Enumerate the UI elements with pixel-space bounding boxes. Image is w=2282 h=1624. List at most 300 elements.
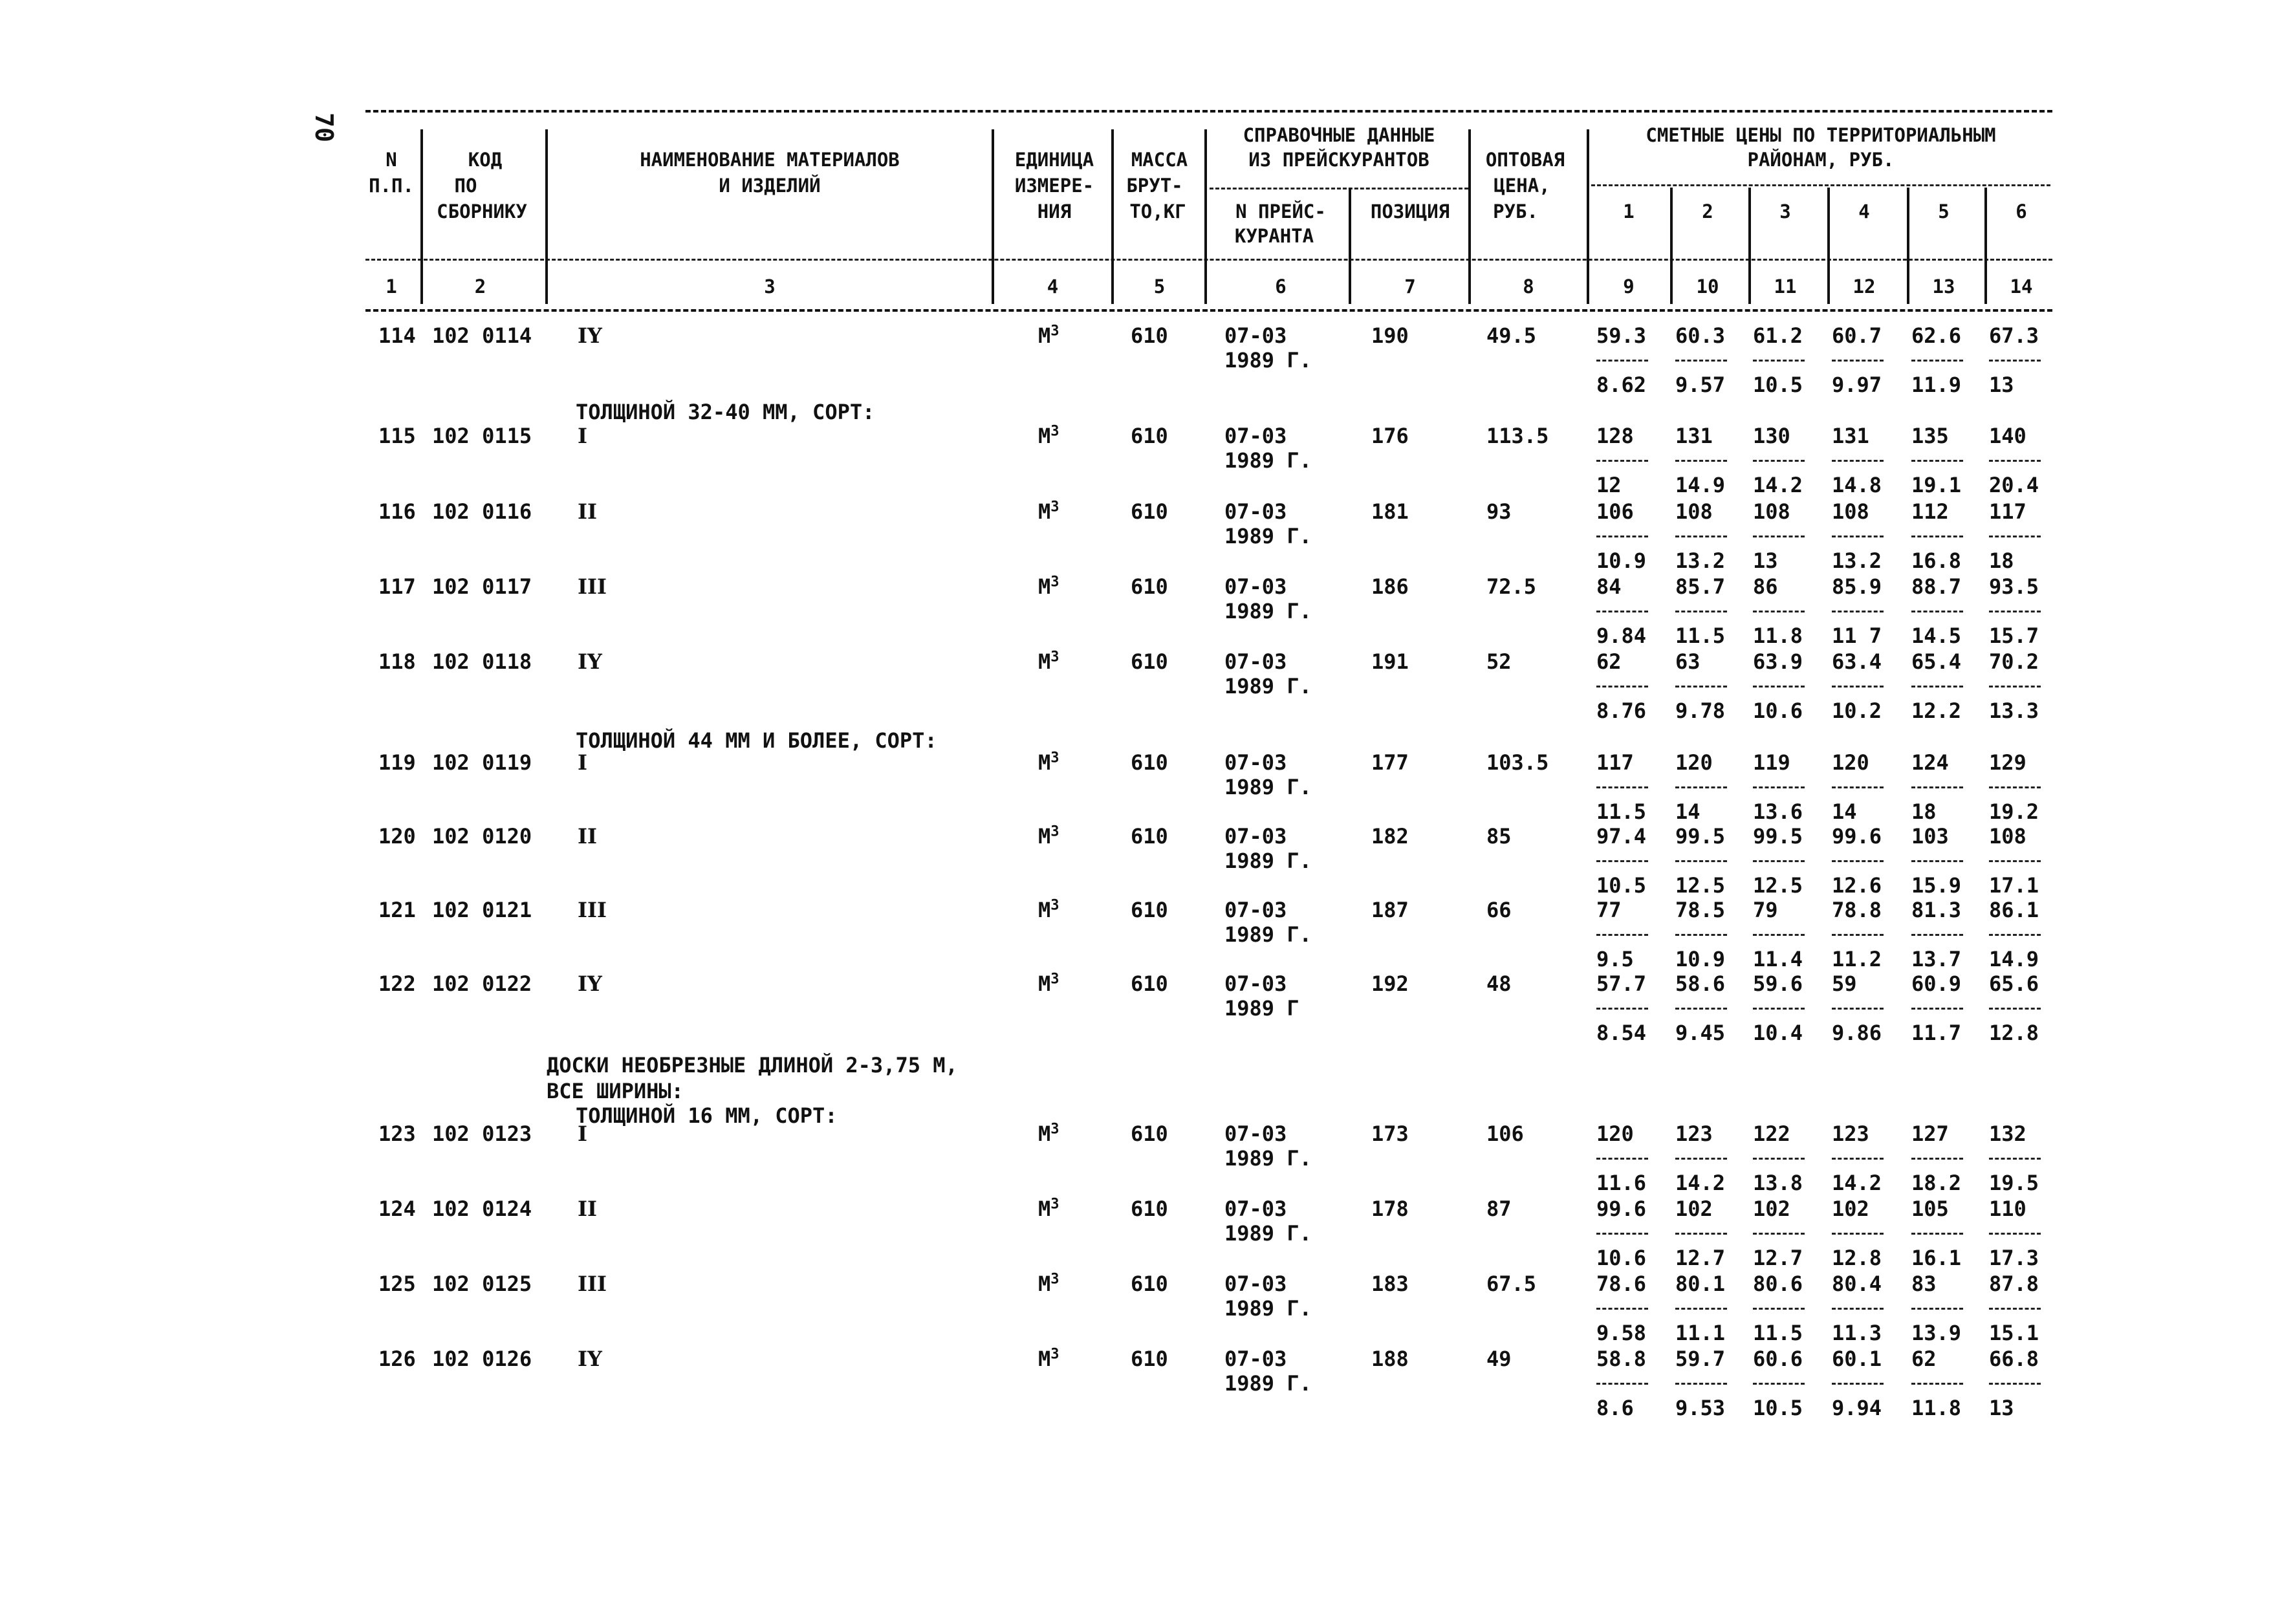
estimate-price-region-6: 67.3 <box>1989 323 2039 348</box>
estimate-transport-region-2: 9.45 <box>1675 1021 1726 1045</box>
fraction-bar <box>1753 1308 1805 1310</box>
row-code: 102 0124 <box>432 1196 532 1221</box>
header-col2-line3: СБОРНИКУ <box>437 200 527 222</box>
row-mass: 610 <box>1131 649 1168 674</box>
estimate-transport-region-6: 20.4 <box>1989 473 2039 497</box>
row-price-list: 07-03 <box>1224 824 1287 849</box>
fraction-bar <box>1596 1308 1648 1310</box>
estimate-transport-region-4: 10.2 <box>1832 698 1882 723</box>
fraction-bar <box>1832 860 1884 862</box>
row-position: 176 <box>1371 424 1409 448</box>
estimate-transport-region-4: 14.8 <box>1832 473 1882 497</box>
estimate-price-region-5: 135 <box>1911 424 1949 448</box>
estimate-price-region-5: 60.9 <box>1911 971 1962 996</box>
row-unit <box>1038 424 1060 448</box>
fraction-bar <box>1596 1233 1648 1235</box>
row-unit-base: М <box>1038 750 1051 775</box>
header-col4-line1: ЕДИНИЦА <box>1014 149 1094 171</box>
row-code: 102 0123 <box>432 1121 532 1146</box>
row-name: IY <box>578 323 602 348</box>
fraction-bar <box>1989 611 2041 612</box>
estimate-price-region-3: 63.9 <box>1753 649 1803 674</box>
row-unit <box>1038 1121 1060 1146</box>
row-price-list: 07-03 <box>1224 1196 1287 1221</box>
header-column-separator <box>1468 129 1471 304</box>
row-name: IY <box>578 649 602 674</box>
header-column-separator <box>545 129 548 304</box>
estimate-price-region-2: 99.5 <box>1675 824 1726 849</box>
row-mass: 610 <box>1131 1347 1168 1371</box>
estimate-transport-region-1: 10.5 <box>1596 873 1647 898</box>
row-unit <box>1038 750 1060 775</box>
fraction-bar <box>1832 1233 1884 1235</box>
row-number: 116 <box>378 499 416 524</box>
row-mass: 610 <box>1131 1121 1168 1146</box>
estimate-transport-region-2: 14 <box>1675 799 1701 824</box>
row-price-year: 1989 Г <box>1224 996 1299 1021</box>
fraction-bar <box>1596 1158 1648 1160</box>
estimate-transport-region-5: 18.2 <box>1911 1171 1962 1195</box>
row-unit-base: М <box>1038 1196 1051 1221</box>
estimate-transport-region-5: 16.8 <box>1911 548 1962 573</box>
row-wholesale-price: 93 <box>1486 499 1512 524</box>
estimate-transport-region-2: 11.5 <box>1675 623 1726 648</box>
row-unit <box>1038 824 1060 849</box>
fraction-bar <box>1911 686 1963 687</box>
row-unit <box>1038 971 1060 996</box>
row-unit-exponent: 3 <box>1050 971 1060 988</box>
section-label-16: ТОЛЩИНОЙ 16 ММ, СОРТ: <box>576 1103 838 1128</box>
fraction-bar <box>1989 536 2041 537</box>
fraction-bar <box>1753 360 1805 362</box>
estimate-price-region-5: 105 <box>1911 1196 1949 1221</box>
row-unit-exponent: 3 <box>1050 574 1060 590</box>
estimate-price-region-3: 102 <box>1753 1196 1790 1221</box>
fraction-bar <box>1911 1308 1963 1310</box>
row-price-list: 07-03 <box>1224 1121 1287 1146</box>
fraction-bar <box>1989 934 2041 936</box>
estimate-transport-region-3: 12.5 <box>1753 873 1803 898</box>
row-position: 187 <box>1371 898 1409 922</box>
estimate-transport-region-3: 11.8 <box>1753 623 1803 648</box>
table-top-rule <box>365 110 2052 113</box>
estimate-price-region-5: 112 <box>1911 499 1949 524</box>
row-mass: 610 <box>1131 1272 1168 1296</box>
row-unit-exponent: 3 <box>1050 1271 1060 1288</box>
estimate-transport-region-4: 14 <box>1832 799 1857 824</box>
estimate-transport-region-1: 11.6 <box>1596 1171 1647 1195</box>
estimate-transport-region-6: 13 <box>1989 1396 2014 1420</box>
header-column-separator <box>992 129 994 304</box>
estimate-transport-region-5: 13.7 <box>1911 947 1962 971</box>
row-number: 118 <box>378 649 416 674</box>
row-number: 115 <box>378 424 416 448</box>
estimate-transport-region-4: 11.2 <box>1832 947 1882 971</box>
estimate-transport-region-4: 11.3 <box>1832 1321 1882 1345</box>
estimate-price-region-1: 58.8 <box>1596 1347 1647 1371</box>
estimate-transport-region-2: 9.78 <box>1675 698 1726 723</box>
fraction-bar <box>1596 611 1648 612</box>
row-unit-exponent: 3 <box>1050 897 1060 914</box>
fraction-bar <box>1675 1158 1727 1160</box>
estimate-price-region-3: 86 <box>1753 574 1778 599</box>
estimate-transport-region-5: 15.9 <box>1911 873 1962 898</box>
estimate-transport-region-5: 12.2 <box>1911 698 1962 723</box>
estimate-price-region-5: 127 <box>1911 1121 1949 1146</box>
estimate-price-region-4: 59 <box>1832 971 1857 996</box>
estimate-transport-region-6: 19.2 <box>1989 799 2039 824</box>
estimate-price-region-5: 62 <box>1911 1347 1937 1371</box>
estimate-transport-region-3: 13.6 <box>1753 799 1803 824</box>
header-column-separator <box>1748 188 1751 304</box>
row-code: 102 0120 <box>432 824 532 849</box>
fraction-bar <box>1911 786 1963 788</box>
estimate-price-region-6: 93.5 <box>1989 574 2039 599</box>
row-unit-base: М <box>1038 824 1051 849</box>
fraction-bar <box>1989 1158 2041 1160</box>
fraction-bar <box>1989 860 2041 862</box>
estimate-transport-region-3: 13 <box>1753 548 1778 573</box>
estimate-transport-region-2: 10.9 <box>1675 947 1726 971</box>
row-price-list: 07-03 <box>1224 1347 1287 1371</box>
estimate-transport-region-6: 17.1 <box>1989 873 2039 898</box>
estimate-transport-region-5: 11.9 <box>1911 373 1962 397</box>
estimate-price-region-6: 65.6 <box>1989 971 2039 996</box>
header-col6-line1: N ПРЕЙС- <box>1235 200 1326 222</box>
row-unit-base: М <box>1038 323 1051 348</box>
fraction-bar <box>1675 786 1727 788</box>
row-wholesale-price: 52 <box>1486 649 1512 674</box>
row-unit-base: М <box>1038 971 1051 996</box>
estimate-price-region-1: 59.3 <box>1596 323 1647 348</box>
row-wholesale-price: 113.5 <box>1486 424 1549 448</box>
row-unit <box>1038 574 1060 599</box>
fraction-bar <box>1989 1008 2041 1010</box>
fraction-bar <box>1675 536 1727 537</box>
estimate-price-region-2: 80.1 <box>1675 1272 1726 1296</box>
estimate-price-region-2: 59.7 <box>1675 1347 1726 1371</box>
fraction-bar <box>1989 686 2041 687</box>
row-unit-exponent: 3 <box>1050 823 1060 840</box>
fraction-bar <box>1911 934 1963 936</box>
header-region-2: 2 <box>1702 200 1713 222</box>
estimate-transport-region-1: 9.58 <box>1596 1321 1647 1345</box>
fraction-bar <box>1753 536 1805 537</box>
row-unit-exponent: 3 <box>1050 323 1060 340</box>
row-unit-base: М <box>1038 1121 1051 1146</box>
section-label-32-40: ТОЛЩИНОЙ 32-40 ММ, СОРТ: <box>576 400 875 424</box>
estimate-transport-region-4: 11 7 <box>1832 623 1882 648</box>
header-col3-line1: НАИМЕНОВАНИЕ МАТЕРИАЛОВ <box>640 149 900 171</box>
row-code: 102 0122 <box>432 971 532 996</box>
estimate-transport-region-3: 14.2 <box>1753 473 1803 497</box>
estimate-price-region-2: 108 <box>1675 499 1713 524</box>
fraction-bar <box>1832 1308 1884 1310</box>
estimate-price-region-6: 132 <box>1989 1121 2027 1146</box>
header-column-separator <box>1111 129 1114 304</box>
row-wholesale-price: 48 <box>1486 971 1512 996</box>
row-price-year: 1989 Г. <box>1224 849 1312 873</box>
fraction-bar <box>1596 934 1648 936</box>
fraction-bar <box>1832 1158 1884 1160</box>
estimate-transport-region-3: 11.4 <box>1753 947 1803 971</box>
fraction-bar <box>1832 360 1884 362</box>
fraction-bar <box>1675 1233 1727 1235</box>
estimate-price-region-6: 110 <box>1989 1196 2027 1221</box>
estimate-price-region-5: 124 <box>1911 750 1949 775</box>
fraction-bar <box>1675 611 1727 612</box>
row-price-list: 07-03 <box>1224 323 1287 348</box>
estimate-transport-region-1: 8.62 <box>1596 373 1647 397</box>
header-column-separator <box>420 129 423 304</box>
row-number: 119 <box>378 750 416 775</box>
fraction-bar <box>1596 1383 1648 1385</box>
row-unit <box>1038 649 1060 674</box>
row-wholesale-price: 49.5 <box>1486 323 1537 348</box>
fraction-bar <box>1911 1383 1963 1385</box>
header-bottom-rule <box>365 259 2052 261</box>
estimate-transport-region-2: 9.53 <box>1675 1396 1726 1420</box>
estimate-price-region-6: 140 <box>1989 424 2027 448</box>
estimate-transport-region-3: 13.8 <box>1753 1171 1803 1195</box>
row-number: 125 <box>378 1272 416 1296</box>
fraction-bar <box>1596 686 1648 687</box>
row-price-list: 07-03 <box>1224 499 1287 524</box>
estimate-transport-region-3: 10.4 <box>1753 1021 1803 1045</box>
row-code: 102 0119 <box>432 750 532 775</box>
section-label-44: ТОЛЩИНОЙ 44 ММ И БОЛЕЕ, СОРТ: <box>576 728 937 753</box>
header-col8-line3: РУБ. <box>1493 200 1538 222</box>
header-column-separator <box>1204 129 1207 304</box>
row-price-list: 07-03 <box>1224 750 1287 775</box>
estimate-transport-region-3: 12.7 <box>1753 1246 1803 1270</box>
column-number-11: 11 <box>1774 276 1797 298</box>
estimate-price-region-4: 63.4 <box>1832 649 1882 674</box>
estimate-price-region-4: 99.6 <box>1832 824 1882 849</box>
fraction-bar <box>1832 686 1884 687</box>
estimate-transport-region-3: 11.5 <box>1753 1321 1803 1345</box>
row-price-year: 1989 Г. <box>1224 448 1312 473</box>
estimate-price-region-4: 102 <box>1832 1196 1869 1221</box>
header-column-separator <box>1984 188 1987 304</box>
estimate-transport-region-1: 8.54 <box>1596 1021 1647 1045</box>
column-number-1: 1 <box>386 276 397 298</box>
fraction-bar <box>1596 536 1648 537</box>
estimate-transport-region-4: 12.6 <box>1832 873 1882 898</box>
row-position: 173 <box>1371 1121 1409 1146</box>
estimate-price-region-6: 66.8 <box>1989 1347 2039 1371</box>
header-col4-line2: ИЗМЕРЕ- <box>1014 175 1094 197</box>
row-mass: 610 <box>1131 424 1168 448</box>
estimate-price-region-3: 130 <box>1753 424 1790 448</box>
estimate-price-region-2: 102 <box>1675 1196 1713 1221</box>
fraction-bar <box>1989 1383 2041 1385</box>
row-code: 102 0115 <box>432 424 532 448</box>
fraction-bar <box>1832 536 1884 537</box>
row-wholesale-price: 49 <box>1486 1347 1512 1371</box>
row-name: III <box>578 574 607 599</box>
row-unit <box>1038 1272 1060 1296</box>
header-col8-line2: ЦЕНА, <box>1494 175 1550 197</box>
row-position: 188 <box>1371 1347 1409 1371</box>
colnum-bottom-rule <box>365 309 2052 312</box>
estimate-transport-region-2: 9.57 <box>1675 373 1726 397</box>
fraction-bar <box>1675 360 1727 362</box>
estimate-price-region-2: 63 <box>1675 649 1701 674</box>
header-col3-line2: И ИЗДЕЛИЙ <box>719 175 821 197</box>
row-position: 183 <box>1371 1272 1409 1296</box>
fraction-bar <box>1911 460 1963 462</box>
estimate-transport-region-3: 10.6 <box>1753 698 1803 723</box>
row-code: 102 0114 <box>432 323 532 348</box>
estimate-price-region-2: 85.7 <box>1675 574 1726 599</box>
row-price-year: 1989 Г. <box>1224 1296 1312 1321</box>
fraction-bar <box>1753 460 1805 462</box>
fraction-bar <box>1911 611 1963 612</box>
column-number-2: 2 <box>474 276 486 298</box>
estimate-price-region-1: 117 <box>1596 750 1634 775</box>
header-col67-rule <box>1210 188 1468 189</box>
row-mass: 610 <box>1131 499 1168 524</box>
estimate-transport-region-3: 10.5 <box>1753 1396 1803 1420</box>
row-unit <box>1038 898 1060 922</box>
fraction-bar <box>1911 360 1963 362</box>
header-region-4: 4 <box>1858 200 1870 222</box>
estimate-price-region-2: 123 <box>1675 1121 1713 1146</box>
estimate-price-region-3: 119 <box>1753 750 1790 775</box>
fraction-bar <box>1753 1383 1805 1385</box>
column-number-4: 4 <box>1047 276 1059 298</box>
fraction-bar <box>1753 1008 1805 1010</box>
header-col9-14-rule <box>1591 184 2050 186</box>
row-position: 190 <box>1371 323 1409 348</box>
row-unit <box>1038 323 1060 348</box>
row-name: IY <box>578 1347 602 1371</box>
estimate-price-region-5: 62.6 <box>1911 323 1962 348</box>
row-code: 102 0125 <box>432 1272 532 1296</box>
header-region-3: 3 <box>1779 200 1791 222</box>
header-col1-line1: N <box>386 149 397 171</box>
row-unit-base: М <box>1038 424 1051 448</box>
row-price-year: 1989 Г. <box>1224 775 1312 799</box>
fraction-bar <box>1675 1008 1727 1010</box>
header-col67-line2: ИЗ ПРЕЙСКУРАНТОВ <box>1248 149 1429 171</box>
row-position: 178 <box>1371 1196 1409 1221</box>
fraction-bar <box>1911 1233 1963 1235</box>
row-number: 124 <box>378 1196 416 1221</box>
estimate-price-region-1: 120 <box>1596 1121 1634 1146</box>
estimate-transport-region-5: 11.8 <box>1911 1396 1962 1420</box>
column-number-9: 9 <box>1623 276 1635 298</box>
fraction-bar <box>1753 786 1805 788</box>
row-unit-base: М <box>1038 649 1051 674</box>
row-number: 122 <box>378 971 416 996</box>
header-col5-line1: МАССА <box>1131 149 1188 171</box>
page-number: 70 <box>309 113 338 142</box>
row-unit <box>1038 1347 1060 1371</box>
row-unit-base: М <box>1038 1347 1051 1371</box>
header-col6-line2: КУРАНТА <box>1234 225 1314 247</box>
fraction-bar <box>1675 860 1727 862</box>
row-price-year: 1989 Г. <box>1224 1221 1312 1246</box>
estimate-transport-region-6: 13.3 <box>1989 698 2039 723</box>
row-wholesale-price: 66 <box>1486 898 1512 922</box>
estimate-transport-region-6: 15.1 <box>1989 1321 2039 1345</box>
estimate-transport-region-6: 13 <box>1989 373 2014 397</box>
estimate-price-region-4: 78.8 <box>1832 898 1882 922</box>
estimate-price-region-5: 83 <box>1911 1272 1937 1296</box>
fraction-bar <box>1675 460 1727 462</box>
row-price-year: 1989 Г. <box>1224 674 1312 698</box>
fraction-bar <box>1753 686 1805 687</box>
estimate-transport-region-1: 10.9 <box>1596 548 1647 573</box>
row-unit-exponent: 3 <box>1050 1346 1060 1363</box>
estimate-transport-region-1: 10.6 <box>1596 1246 1647 1270</box>
row-price-year: 1989 Г. <box>1224 599 1312 623</box>
row-price-list: 07-03 <box>1224 898 1287 922</box>
fraction-bar <box>1911 1158 1963 1160</box>
row-unit-exponent: 3 <box>1050 750 1060 766</box>
row-name: II <box>578 499 597 524</box>
fraction-bar <box>1989 786 2041 788</box>
estimate-price-region-5: 65.4 <box>1911 649 1962 674</box>
header-col9-14-line1: СМЕТНЫЕ ЦЕНЫ ПО ТЕРРИТОРИАЛЬНЫМ <box>1646 124 1996 146</box>
row-code: 102 0121 <box>432 898 532 922</box>
estimate-price-region-3: 79 <box>1753 898 1778 922</box>
column-number-14: 14 <box>2010 276 2033 298</box>
estimate-price-region-1: 77 <box>1596 898 1622 922</box>
estimate-transport-region-6: 15.7 <box>1989 623 2039 648</box>
estimate-price-region-6: 86.1 <box>1989 898 2039 922</box>
fraction-bar <box>1753 860 1805 862</box>
row-position: 186 <box>1371 574 1409 599</box>
column-number-10: 10 <box>1696 276 1719 298</box>
column-number-3: 3 <box>764 276 776 298</box>
estimate-price-region-6: 129 <box>1989 750 2027 775</box>
fraction-bar <box>1596 786 1648 788</box>
fraction-bar <box>1832 1383 1884 1385</box>
header-col67-line1: СПРАВОЧНЫЕ ДАННЫЕ <box>1243 124 1435 146</box>
fraction-bar <box>1753 1233 1805 1235</box>
row-unit-exponent: 3 <box>1050 1121 1060 1138</box>
estimate-price-region-3: 99.5 <box>1753 824 1803 849</box>
estimate-transport-region-2: 11.1 <box>1675 1321 1726 1345</box>
estimate-transport-region-5: 18 <box>1911 799 1937 824</box>
estimate-transport-region-1: 11.5 <box>1596 799 1647 824</box>
estimate-transport-region-5: 19.1 <box>1911 473 1962 497</box>
estimate-price-region-1: 106 <box>1596 499 1634 524</box>
row-position: 181 <box>1371 499 1409 524</box>
estimate-price-region-4: 108 <box>1832 499 1869 524</box>
estimate-price-region-3: 108 <box>1753 499 1790 524</box>
estimate-price-region-4: 85.9 <box>1832 574 1882 599</box>
estimate-price-region-1: 84 <box>1596 574 1622 599</box>
row-price-list: 07-03 <box>1224 574 1287 599</box>
header-col4-line3: НИЯ <box>1037 200 1072 222</box>
fraction-bar <box>1675 934 1727 936</box>
fraction-bar <box>1989 360 2041 362</box>
fraction-bar <box>1911 536 1963 537</box>
row-number: 117 <box>378 574 416 599</box>
section-label-doski-1: ДОСКИ НЕОБРЕЗНЫЕ ДЛИНОЙ 2-3,75 М, <box>547 1053 958 1077</box>
row-wholesale-price: 106 <box>1486 1121 1524 1146</box>
row-price-list: 07-03 <box>1224 971 1287 996</box>
estimate-price-region-1: 57.7 <box>1596 971 1647 996</box>
fraction-bar <box>1832 934 1884 936</box>
fraction-bar <box>1753 1158 1805 1160</box>
estimate-price-region-2: 131 <box>1675 424 1713 448</box>
header-col5-line2: БРУТ- <box>1126 175 1183 197</box>
